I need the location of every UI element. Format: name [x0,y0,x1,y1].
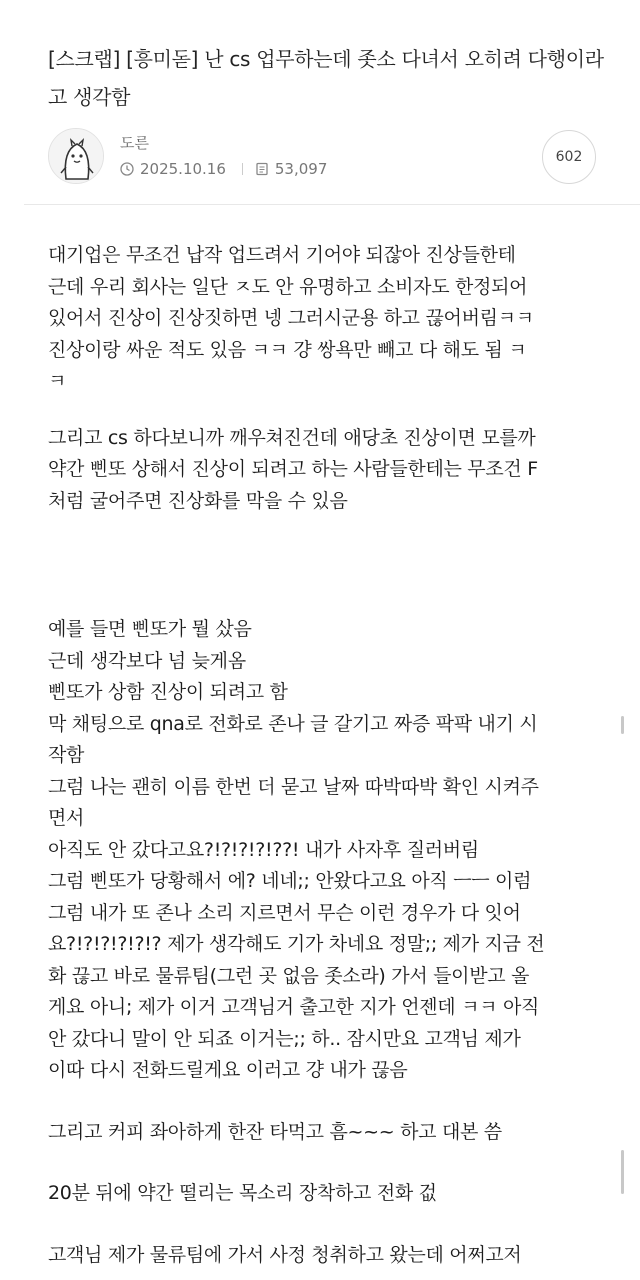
body-line: 이따 다시 전화드릴게요 이러고 걍 내가 끊음 [48,1059,408,1081]
body-paragraph [48,1178,608,1210]
body-paragraph [48,423,608,518]
body-line: 처럼 굴어주면 진상화를 막을 수 있음 [48,489,348,512]
post-stats [120,160,327,178]
comment-count-button[interactable]: 602 [542,130,596,184]
header-divider [24,204,640,205]
body-line: 그리고 cs 하다보니까 깨우쳐진건데 애당초 진상이면 모를까 [48,426,536,449]
document-icon [255,162,269,176]
body-line: 20분 뒤에 약간 떨리는 목소리 장착하고 전화 겂 [48,1182,437,1204]
body-line: 삔또가 상함 진상이 되려고 함 [48,681,288,703]
post-meta [48,128,608,188]
cartoon-avatar-icon [49,129,104,184]
post-date: 2025.10.16 [140,160,226,178]
body-line: 근데 우리 회사는 일단 ㅈ도 안 유명하고 소비자도 한정되어 [48,275,528,298]
body-paragraph [48,1240,608,1272]
body-line: 근데 생각보다 넘 늦게옴 [48,649,246,672]
body-line: 아직도 안 갔다고요?!?!?!?!??! 내가 사자후 질러버림 [48,838,479,861]
body-line: 작함 [48,744,85,766]
clock-icon [120,162,134,176]
body-line: 그럼 나는 괜히 이름 한번 더 묻고 날짜 따박따박 확인 시켜주 [48,775,539,798]
scroll-indicator [621,1150,624,1194]
body-line: 막 채팅으로 qna로 전화로 존나 글 갈기고 짜증 팍팍 내기 시 [48,712,538,735]
body-line: 고객님 제가 물류팀에 가서 사정 청취하고 왔는데 어쩌고저 [48,1243,522,1266]
body-line: 화 끊고 바로 물류팀(그런 곳 없음 좃소라) 가서 들이받고 올 [48,964,530,987]
post-title: [스크랩] [흥미돋] 난 cs 업무하는데 좃소 다녀서 오히려 다행이라고 생각함 [48,47,604,109]
view-count: 53,097 [274,160,328,178]
author-name[interactable]: 도른 [120,134,149,152]
author-avatar[interactable] [48,128,104,184]
body-line: 면서 [48,807,85,829]
body-line: 대기업은 무조건 납작 업드려서 기어야 되잖아 진상들한테 [48,244,516,266]
body-paragraph [48,240,608,398]
body-paragraph [48,614,608,1087]
body-line: 진상이랑 싸운 적도 있음 ㅋㅋ 걍 쌍욕만 빼고 다 해도 됨 ㅋ [48,338,527,361]
body-line: 그럼 내가 또 존나 소리 지르면서 무슨 이런 경우가 다 잇어 [48,901,521,924]
body-line: 요?!?!?!?!?!? 제가 생각해도 기가 차네요 정말;; 제가 지금 전 [48,933,545,955]
body-line: 안 갔다니 말이 안 되죠 이거는;; 하.. 잠시만요 고객님 제가 [48,1027,521,1050]
scroll-indicator [621,716,624,734]
body-line: 그럼 삔또가 당황해서 에? 네네;; 안왔다고요 아직 ㅡㅡ 이럼 [48,870,532,892]
body-line: 약간 삔또 상해서 진상이 되려고 하는 사람들한테는 무조건 F [48,458,538,480]
body-line: ㅋ [48,370,67,392]
body-line: 게요 아니; 제가 이거 고객님거 출고한 지가 언젠데 ㅋㅋ 아직 [48,996,540,1018]
post-body [48,240,608,1271]
body-line: 예를 들면 삔또가 뭘 샀음 [48,618,252,640]
stats-divider [242,163,243,175]
body-paragraph [48,1117,608,1149]
body-line: 있어서 진상이 진상짓하면 넹 그러시군용 하고 끊어버림ㅋㅋ [48,307,534,329]
body-line: 그리고 커피 좌아하게 한잔 타먹고 흠~~~ 하고 대본 씀 [48,1120,502,1143]
